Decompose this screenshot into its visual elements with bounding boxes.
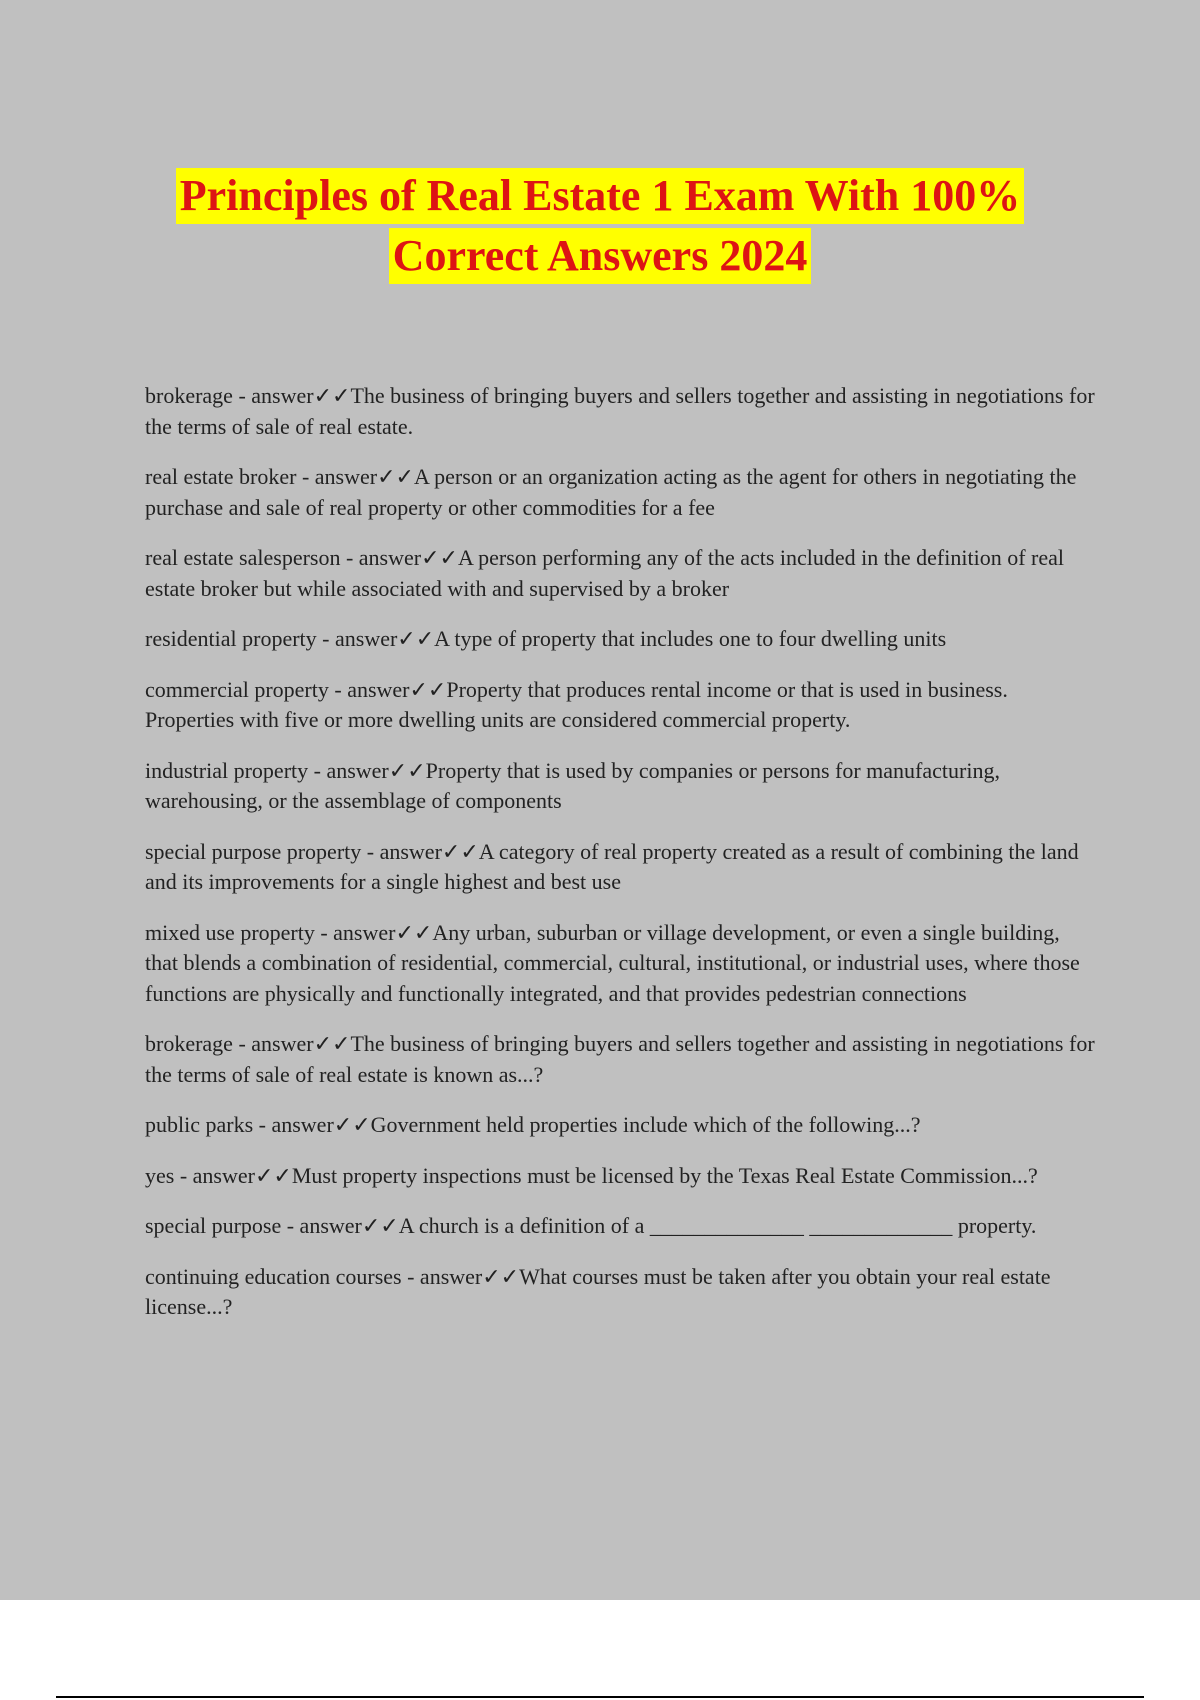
qa-item-public-parks: public parks - answer✓✓Government held properties include which of the following...? <box>145 1112 921 1137</box>
title-line-1: Principles of Real Estate 1 Exam With 100% <box>176 168 1024 224</box>
title-line-2: Correct Answers 2024 <box>389 228 812 284</box>
footer-divider <box>56 1696 1144 1698</box>
qa-item-mixed-use-property: mixed use property - answer✓✓Any urban, suburban or village development, or even a single building, that blends a combination of residential, commercial, cultural, institutional, or industrial uses, where those functions are physically and functionally integrated, and that provides pedestrian connections <box>145 919 1080 1006</box>
qa-item-special-purpose: special purpose - answer✓✓A church is a definition of a ______________ _____________ property. <box>145 1213 1037 1238</box>
qa-item-residential-property: residential property - answer✓✓A type of property that includes one to four dwelling units <box>145 626 947 651</box>
qa-item-brokerage-question: brokerage - answer✓✓The business of bringing buyers and sellers together and assisting in negotiations for the terms of sale of real estate is known as...? <box>145 1031 1095 1087</box>
qa-item-brokerage: brokerage - answer✓✓The business of bringing buyers and sellers together and assisting in negotiations for the terms of sale of real estate. <box>145 383 1095 439</box>
qa-list <box>145 381 1095 1343</box>
qa-item-real-estate-broker: real estate broker - answer✓✓A person or an organization acting as the agent for others in negotiating the purchase and sale of real property or other commodities for a fee <box>145 464 1077 520</box>
qa-item-real-estate-salesperson: real estate salesperson - answer✓✓A person performing any of the acts included in the definition of real estate broker but while associated with and supervised by a broker <box>145 545 1065 601</box>
qa-item-yes: yes - answer✓✓Must property inspections must be licensed by the Texas Real Estate Commission...? <box>145 1162 1038 1188</box>
qa-item-special-purpose-property: special purpose property - answer✓✓A category of real property created as a result of combining the land and its improvements for a single highest and best use <box>145 838 1079 894</box>
document-title <box>0 168 1200 288</box>
qa-item-industrial-property: industrial property - answer✓✓Property that is used by companies or persons for manufacturing, warehousing, or the assemblage of components <box>145 757 1000 813</box>
qa-item-commercial-property: commercial property - answer✓✓Property that produces rental income or that is used in business. Properties with five or more dwelling units are considered commercial property. <box>145 676 1008 732</box>
qa-item-continuing-education: continuing education courses - answer✓✓What courses must be taken after you obtain your real estate license...? <box>145 1263 1051 1319</box>
